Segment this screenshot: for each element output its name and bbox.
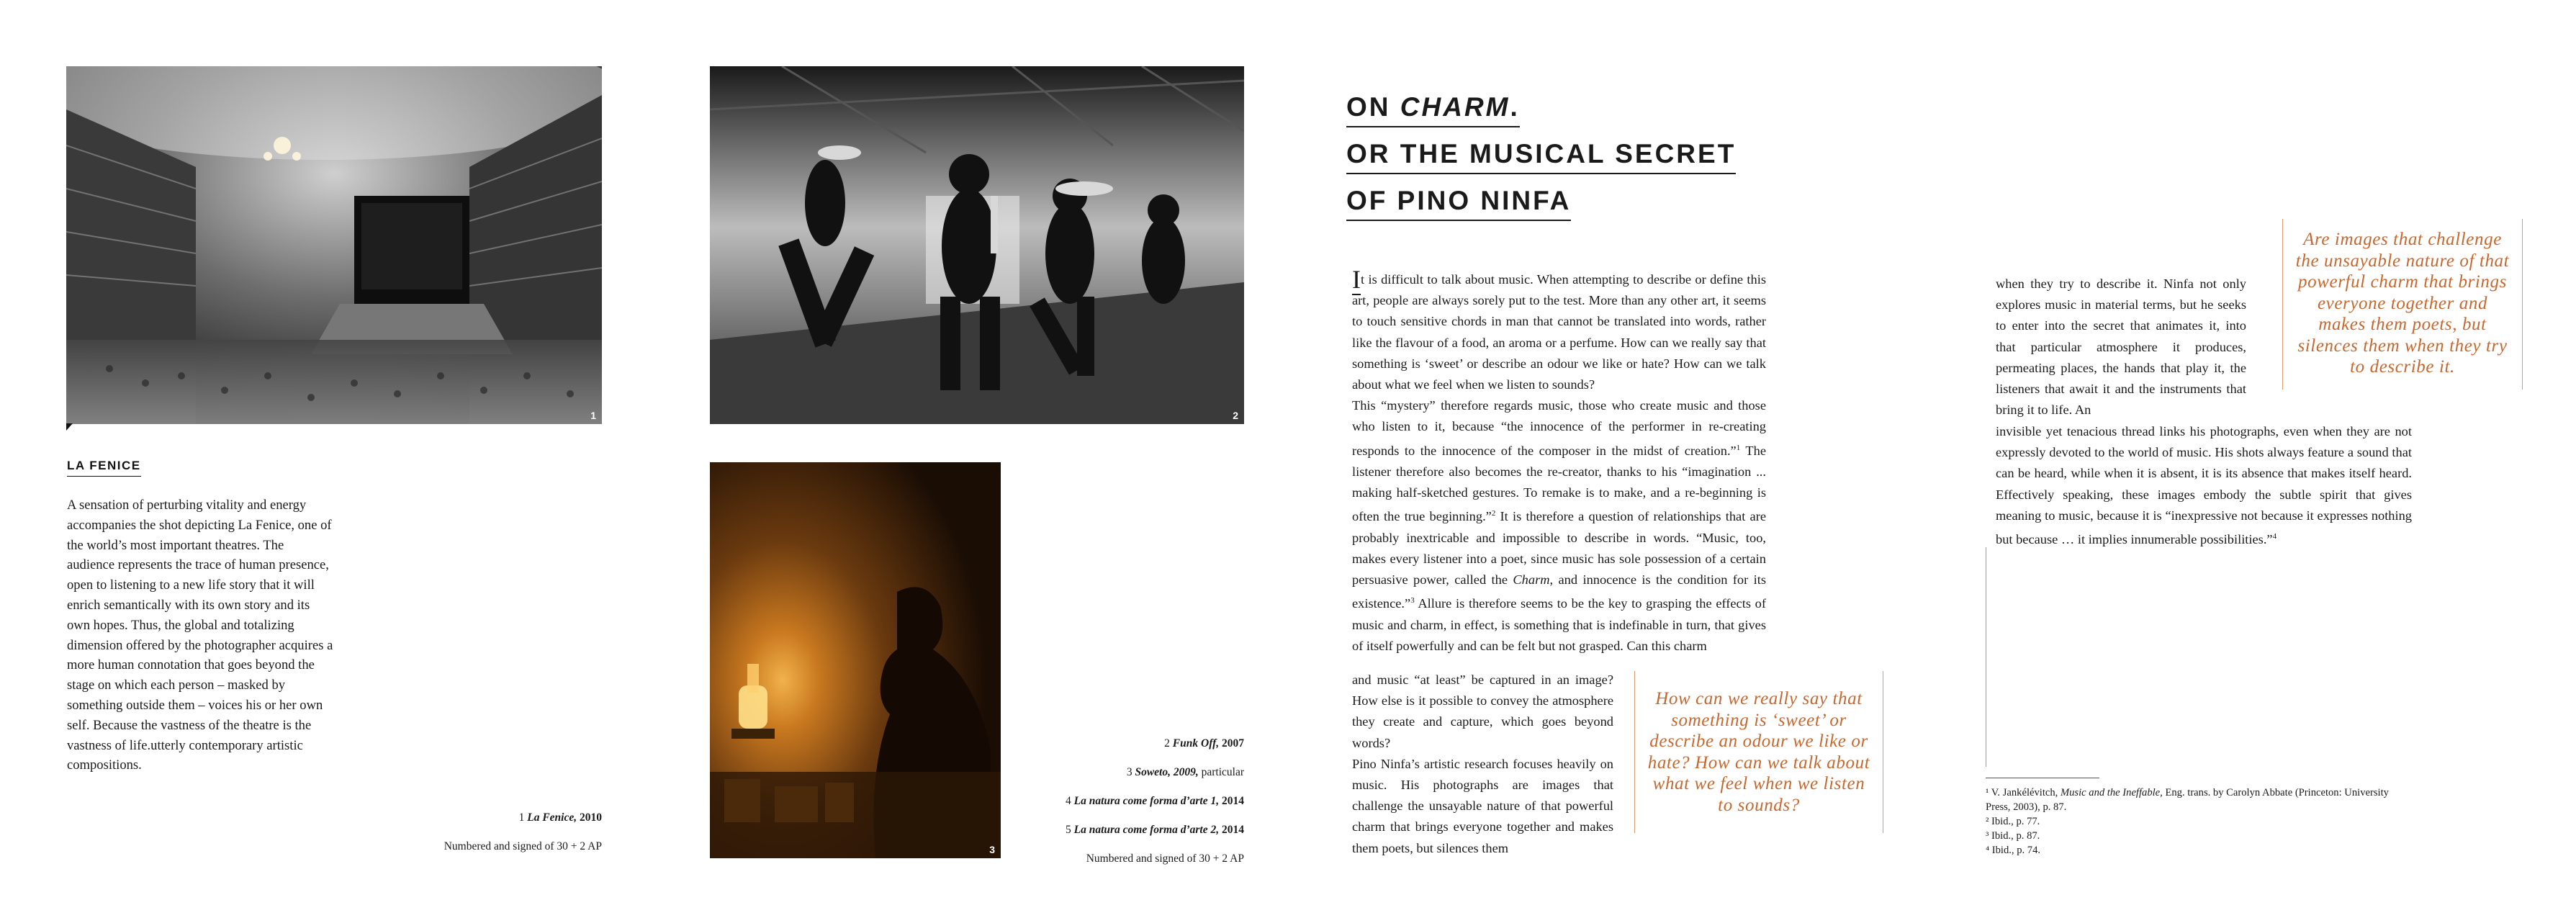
photo-number-1: 1 [590,410,596,421]
section-label: LA FENICE [67,459,141,477]
credit-item-4 [1066,787,1244,816]
article-paragraph-6 [1996,421,2412,550]
credit-item-2 [1066,729,1244,758]
paragraph-text: It is therefore a question of relationships that are probably inextricable and impossible to describe in words. “Music, too, makes every listener into a poet, since music has sole possession of a certain persuasive power, called the [1352,509,1766,588]
footnote-4: ⁴ Ibid., p. 74. [1986,845,2041,856]
pullquote-top-right: Are images that challenge the unsayable nature of that powerful charm that brings everyone together and makes them poets, but silences them when they try to describe it. [2282,219,2523,390]
funk-off-photo [710,66,1244,424]
credit-number: 1 [518,811,525,824]
paragraph-text: invisible yet tenacious thread links his photographs, even when they are not expressly devoted to the world of music. His shots always feature a sound that can be heard, while when it is absent, it is its absence that makes itself heard. Effectively speaking, these images embody the subtle spirit that gives meaning to music, because it is “inexpressive not because it expresses nothing but because … it implies innumerable possibilities.” [1996,424,2412,547]
lamp-silhouette-photo-icon [710,462,1001,858]
paragraph-text: , and innocence is the condition for its existence.” [1352,572,1767,611]
soweto-photo [710,462,1001,858]
footnote-ref: 2 [1491,509,1496,518]
photo-number-3: 3 [989,844,995,855]
footnote-ref: 4 [2272,532,2277,541]
credit-title: Funk Off, [1172,737,1220,750]
credit-year: 2007 [1222,737,1244,750]
credit-item-5 [1066,816,1244,845]
credit-year: 2014 [1222,795,1244,807]
footnote-2: ² Ibid., p. 77. [1986,816,2040,827]
article-paragraph-5: when they try to describe it. Ninfa not only explores music in material terms, but he seeks to enter into the secret that animates it, into that particular atmosphere it produces, permeating places, the hands that play it, the listeners that await it and the instruments that bring it to life. An [1996,276,2246,418]
footnote-3: ³ Ibid., p. 87. [1986,830,2040,842]
title-charm: CHARM [1400,92,1510,122]
article-paragraph-2 [1352,395,1766,657]
la-fenice-photo [66,66,602,424]
credit-year: 2014 [1222,824,1244,836]
article-paragraph-1 [1352,265,1766,395]
fenice-description: A sensation of perturbing vitality and energy accompanies the shot depicting La Fenice, one of the world’s most important theatres. The audience represents the trace of human presence, open to listening to a new life story that it will enrich semantically with its own story and its own hopes. Thus, the global and totalizing dimension offered by the photographer acquires a more human connotation that goes beyond the stage on which each person – masked by something outside them – voices his or her own self. Because the vastness of the theatre is the vastness of life.utterly contemporary artistic compositions. [67,498,333,773]
credit-item-3 [1066,758,1244,787]
footnote-ref: 3 [1410,596,1415,606]
article-column-2-continued [1996,421,2412,550]
credit-edition: Numbered and signed of 30 + 2 AP [1086,852,1244,865]
article-paragraph-4: Pino Ninfa’s artistic research focuses heavily on music. His photographs are images that challenge the unsayable nature of that powerful charm that brings everyone together and makes them poets, but silences them [1352,756,1613,855]
title-period: . [1510,92,1520,122]
credit-title: Soweto, 2009, [1135,766,1199,778]
page-title-line-3: OF PINO NINFA [1346,186,1571,221]
credit-list [1066,729,1244,873]
footnote-1 [1986,786,2402,814]
footnote-text: , Eng. trans. by Carolyn Abbate (Princeton: University Press, 2003), p. 87. [1986,787,2389,813]
title-on: ON [1346,92,1400,122]
article-column-2 [1996,274,2246,420]
footnote-text: ¹ V. Jankélévitch, [1986,787,2061,798]
drop-cap: I [1352,265,1361,294]
credit-num: 4 [1066,795,1071,807]
credit-num: 2 [1164,737,1170,750]
credit-num: 5 [1066,824,1071,836]
opera-house-photo-icon [66,66,602,424]
footnote-ref: 1 [1736,443,1741,452]
paragraph-text: Allure is therefore seems to be the key to grasping the effects of music and charm, in effect, is something that is indefinable in turn, that gives of itself powerfully and can be felt but not grasped. Can this charm [1352,596,1766,653]
article-column-1 [1352,265,1767,657]
credit-year: 2010 [580,811,602,824]
caption-pointer [66,423,79,431]
fenice-credit [519,811,602,824]
paragraph-text: This “mystery” therefore regards music, those who create music and those who listen to it, because “the innocence of the performer in re-creating responds to the innocence of the composer in the midst of creation.” [1352,398,1766,458]
footnote-title: Music and the Ineffable [2060,787,2161,798]
page-title-line-2: OR THE MUSICAL SECRET [1346,139,1736,174]
paragraph-text: t is difficult to talk about music. When attempting to describe or define this art, people are always sorely put to the test. More than any other art, it seems to touch sensitive chords in man that cannot be translated into words, rather like the flavour of a food, an aroma or a perfume. How can we really say that something is ‘sweet’ or describe an odour we like or hate? How can we talk about what we feel when we listen to sounds? [1352,272,1766,392]
page-title-line-1 [1346,92,1520,127]
charm-word: Charm [1513,572,1550,588]
fenice-edition: Numbered and signed of 30 + 2 AP [443,840,602,852]
photo-number-2: 2 [1233,410,1238,421]
article-paragraph-3: and music “at least” be captured in an image? How else is it possible to convey the atmosphere they create and capture, which goes beyond words? [1352,672,1613,750]
footnotes [1986,786,2402,858]
credit-title: La Fenice, [527,811,577,824]
credit-num: 3 [1126,766,1132,778]
article-column-1-continued [1352,670,1613,859]
paragraph-text: The listener therefore also becomes the re-creator, thanks to his “imagination ... making half-sketched gestures. To remake is to make, and a re-beginning is often the true beginning.” [1352,443,1766,524]
brass-band-photo-icon [710,66,1244,424]
pullquote-bottom: How can we really say that something is ‘sweet’ or describe an odour we like or hate? How can we talk about what we feel when we listen to sounds? [1634,671,1883,833]
credit-title: La natura come forma d’arte 1, [1073,795,1220,807]
credit-note: particular [1201,766,1244,778]
credit-title: La natura come forma d’arte 2, [1073,824,1220,836]
